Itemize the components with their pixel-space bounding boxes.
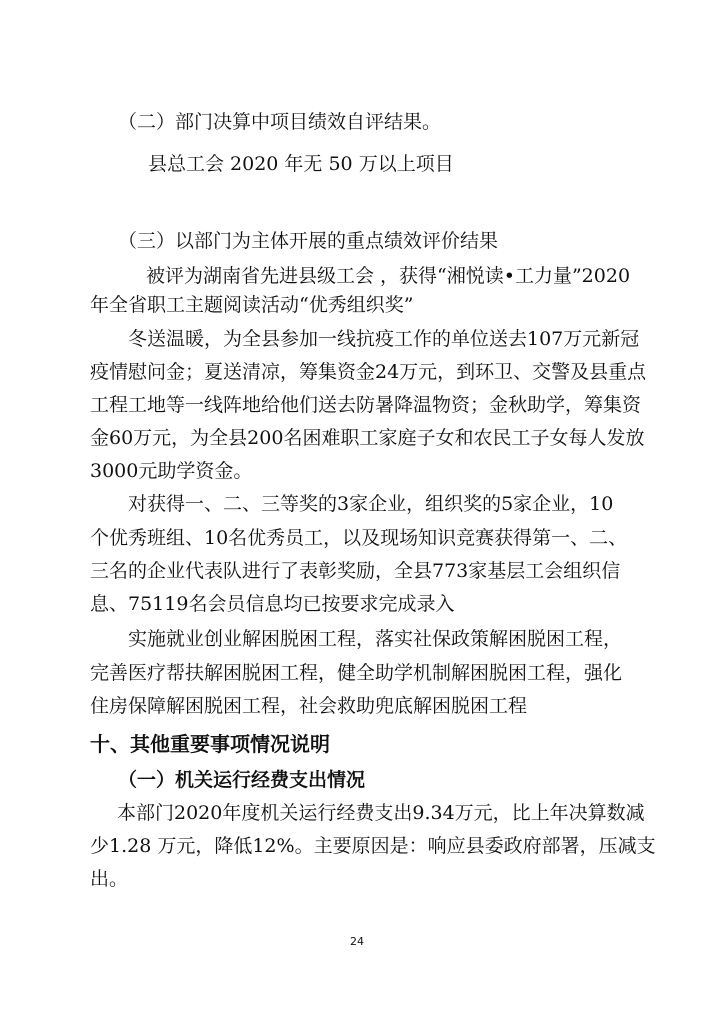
page-number: 24 [350, 935, 364, 948]
paragraph-line: 住房保障解困脱困工程，社会救助兜底解困脱困工程 [90, 695, 528, 717]
paragraph-line: 冬送温暖，为全县参加一线抗疫工作的单位送去107万元新冠 [128, 328, 640, 350]
paragraph-line: 出。 [90, 868, 129, 890]
section-title-10: 十、其他重要事项情况说明 [90, 732, 330, 756]
paragraph-line: 3000元助学资金。 [90, 460, 253, 482]
paragraph-line: 少1.28 万元，降低12%。主要原因是：响应县委政府部署，压减支 [90, 835, 656, 857]
paragraph-line: 工程工地等一线阵地给他们送去防暑降温物资；金秋助学，筹集资 [90, 394, 642, 416]
paragraph-line: 对获得一、二、三等奖的3家企业，组织奖的5家企业，10 [128, 493, 614, 515]
paragraph-line: 实施就业创业解困脱困工程，落实社保政策解困脱困工程， [128, 628, 623, 650]
paragraph-line: 完善医疗帮扶解困脱困工程，健全助学机制解困脱困工程，强化 [90, 662, 623, 684]
paragraph-line: 三名的企业代表队进行了表彰奖励，全县773家基层工会组织信 [90, 560, 621, 582]
paragraph-line: 疫情慰问金；夏送清凉，筹集资金24万元，到环卫、交警及县重点 [90, 361, 647, 383]
section-heading-3: （三）以部门为主体开展的重点绩效评价结果 [118, 230, 499, 252]
subsection-title: （一）机关运行经费支出情况 [118, 769, 366, 791]
section-heading-2: （二）部门决算中项目绩效自评结果。 [118, 111, 442, 133]
paragraph-line: 年全省职工主题阅读活动“优秀组织奖” [90, 294, 414, 316]
paragraph-line: 息、75119名会员信息均已按要求完成录入 [90, 593, 455, 615]
paragraph-line: 被评为湖南省先进县级工会 ，获得“湘悦读•工力量”2020 [146, 265, 631, 287]
paragraph-line: 金60万元，为全县200名困难职工家庭子女和农民工子女每人发放 [90, 427, 645, 449]
paragraph-line: 本部门2020年度机关运行经费支出9.34万元，比上年决算数减 [117, 802, 645, 824]
paragraph-line: 县总工会 2020 年无 50 万以上项目 [148, 153, 454, 175]
paragraph-line: 个优秀班组、10名优秀员工，以及现场知识竞赛获得第一、二、 [90, 527, 628, 549]
